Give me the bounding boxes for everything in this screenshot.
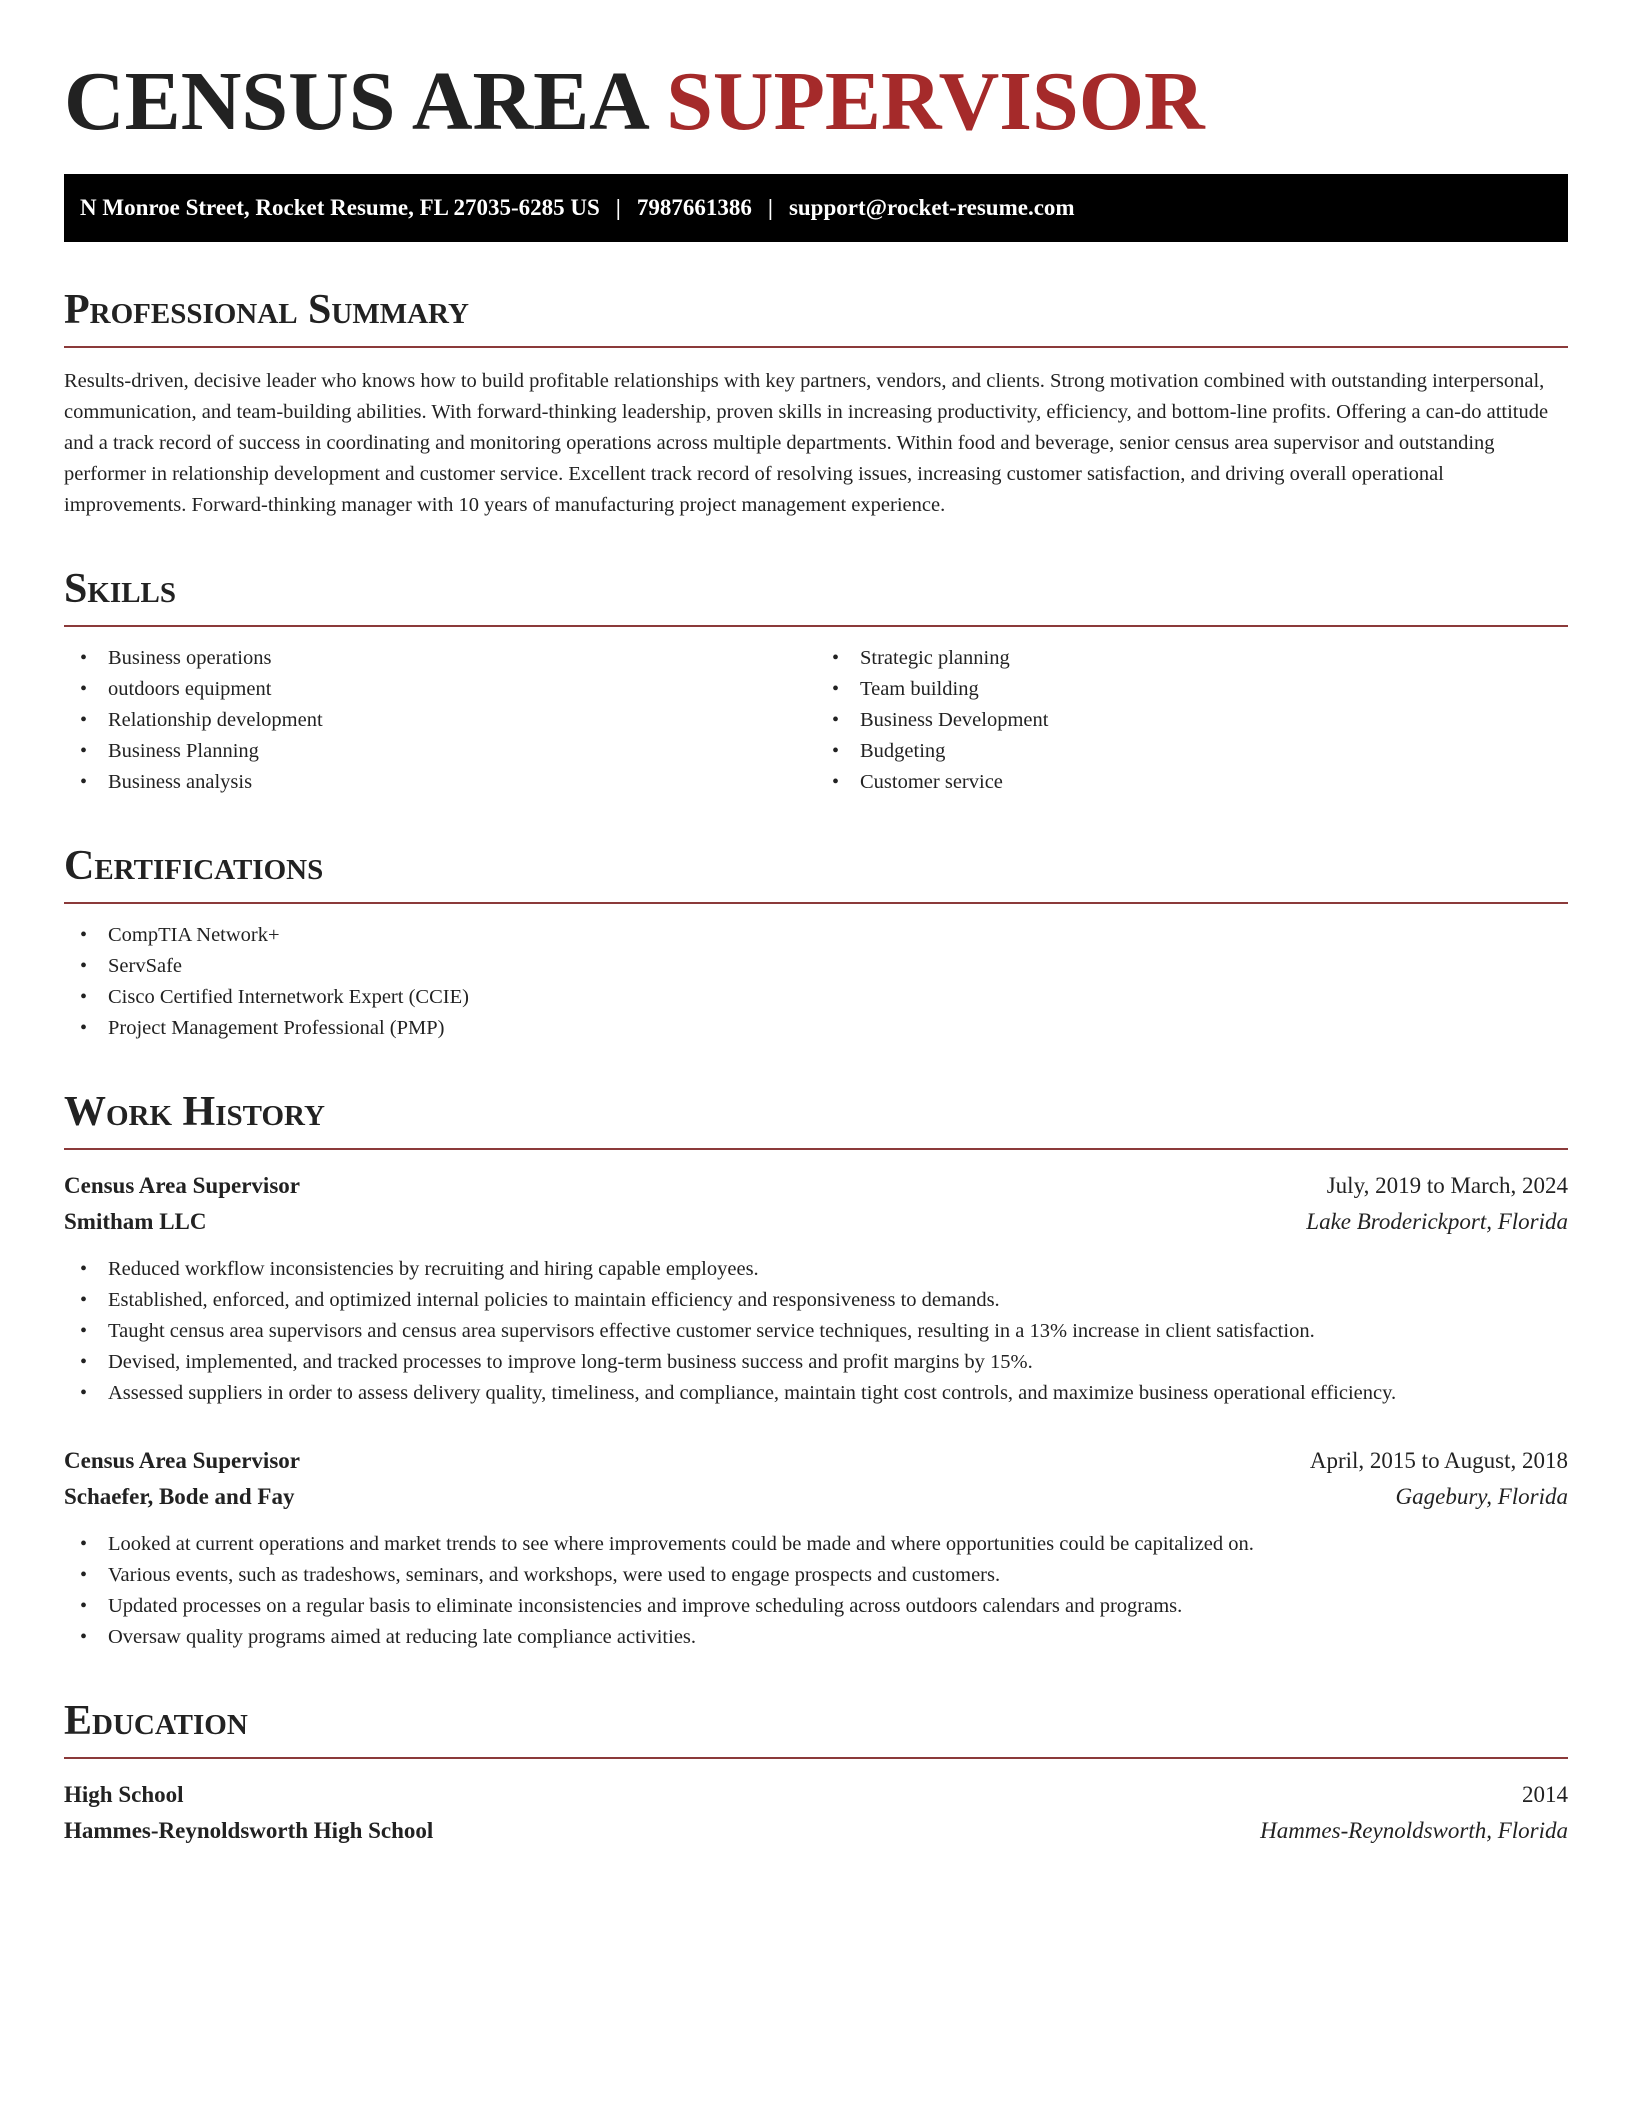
education-entry (64, 1777, 1568, 1849)
resume-title (64, 0, 1568, 148)
job-company-row (64, 1479, 1568, 1515)
certifications-section (64, 842, 1568, 1044)
job-duty: • Updated processes on a regular basis to eliminate inconsistencies and improve scheduling across outdoors calendars and programs. (64, 1591, 1568, 1622)
job-company: Smitham LLC (64, 1209, 207, 1234)
job-entry (64, 1168, 1568, 1409)
job-duties-list (64, 1529, 1568, 1653)
job-duty: • Reduced workflow inconsistencies by recruiting and hiring capable employees. (64, 1254, 1568, 1285)
job-dates: July, 2019 to March, 2024 (1326, 1173, 1568, 1198)
education-school-row (64, 1813, 1568, 1849)
job-location: Lake Broderickport, Florida (1306, 1209, 1568, 1234)
education-heading: Education (64, 1697, 1568, 1759)
job-duty: • Taught census area supervisors and census area supervisors effective customer service techniques, resulting in a 13% increase in client satisfaction. (64, 1316, 1568, 1347)
education-section (64, 1697, 1568, 1849)
skill-item: • Business operations (64, 643, 816, 674)
skill-item: • Budgeting (816, 736, 1568, 767)
skill-item: • Business Planning (64, 736, 816, 767)
work-history-section (64, 1088, 1568, 1653)
work-history-heading: Work History (64, 1088, 1568, 1150)
skills-list-right (816, 643, 1568, 798)
skills-section (64, 565, 1568, 798)
title-first-part: CENSUS AREA (64, 55, 646, 148)
job-duty: • Various events, such as tradeshows, seminars, and workshops, were used to engage prospects and customers. (64, 1560, 1568, 1591)
skills-grid (64, 643, 1568, 798)
certification-item: • ServSafe (64, 951, 1568, 982)
certification-item: • CompTIA Network+ (64, 920, 1568, 951)
certifications-list (64, 920, 1568, 1044)
certification-item: • Cisco Certified Internetwork Expert (CCIE) (64, 982, 1568, 1013)
job-duties-list (64, 1254, 1568, 1409)
job-header-row (64, 1443, 1568, 1479)
summary-text: Results-driven, decisive leader who knows how to build profitable relationships with key partners, vendors, and clients. Strong motivation combined with outstanding interpersonal, communication, and team-building abilities. With forward-thinking leadership, proven skills in increasing productivity, efficiency, and bottom-line profits. Offering a can-do attitude and a track record of success in coordinating and monitoring operations across multiple departments. Within food and beverage, senior census area supervisor and outstanding performer in relationship development and customer service. Excellent track record of resolving issues, increasing customer satisfaction, and driving overall operational improvements. Forward-thinking manager with 10 years of manufacturing project management experience. (64, 370, 1549, 516)
contact-address: N Monroe Street, Rocket Resume, FL 27035-6285 US (80, 195, 600, 220)
certification-item: • Project Management Professional (PMP) (64, 1013, 1568, 1044)
job-duty: • Established, enforced, and optimized internal policies to maintain efficiency and responsiveness to demands. (64, 1285, 1568, 1316)
skill-item: • Team building (816, 674, 1568, 705)
job-location: Gagebury, Florida (1395, 1484, 1568, 1509)
job-role: Census Area Supervisor (64, 1173, 300, 1198)
skills-heading: Skills (64, 565, 1568, 627)
job-dates: April, 2015 to August, 2018 (1309, 1448, 1568, 1473)
contact-separator: | (615, 195, 621, 220)
contact-phone: 7987661386 (636, 195, 752, 220)
skill-item: • Business analysis (64, 767, 816, 798)
contact-bar (64, 174, 1568, 242)
title-accent-part: SUPERVISOR (666, 55, 1205, 148)
skill-item: • Customer service (816, 767, 1568, 798)
education-degree: High School (64, 1782, 184, 1807)
job-role: Census Area Supervisor (64, 1448, 300, 1473)
education-year: 2014 (1522, 1782, 1568, 1807)
skill-item: • Business Development (816, 705, 1568, 736)
certifications-heading: Certifications (64, 842, 1568, 904)
contact-email: support@rocket-resume.com (788, 195, 1075, 220)
job-duty: • Looked at current operations and market trends to see where improvements could be made and where opportunities could be capitalized on. (64, 1529, 1568, 1560)
job-duty: • Oversaw quality programs aimed at reducing late compliance activities. (64, 1622, 1568, 1653)
summary-heading: Professional Summary (64, 286, 1568, 348)
skill-item: • Strategic planning (816, 643, 1568, 674)
job-duty: • Assessed suppliers in order to assess delivery quality, timeliness, and compliance, maintain tight cost controls, and maximize business operational efficiency. (64, 1378, 1568, 1409)
job-header-row (64, 1168, 1568, 1204)
education-school: Hammes-Reynoldsworth High School (64, 1818, 434, 1843)
job-entry (64, 1443, 1568, 1653)
contact-separator: | (767, 195, 773, 220)
education-header-row (64, 1777, 1568, 1813)
skill-item: • Relationship development (64, 705, 816, 736)
job-company: Schaefer, Bode and Fay (64, 1484, 295, 1509)
education-location: Hammes-Reynoldsworth, Florida (1260, 1818, 1568, 1843)
job-duty: • Devised, implemented, and tracked processes to improve long-term business success and profit margins by 15%. (64, 1347, 1568, 1378)
job-company-row (64, 1204, 1568, 1240)
summary-section (64, 286, 1568, 521)
skill-item: • outdoors equipment (64, 674, 816, 705)
skills-list-left (64, 643, 816, 798)
